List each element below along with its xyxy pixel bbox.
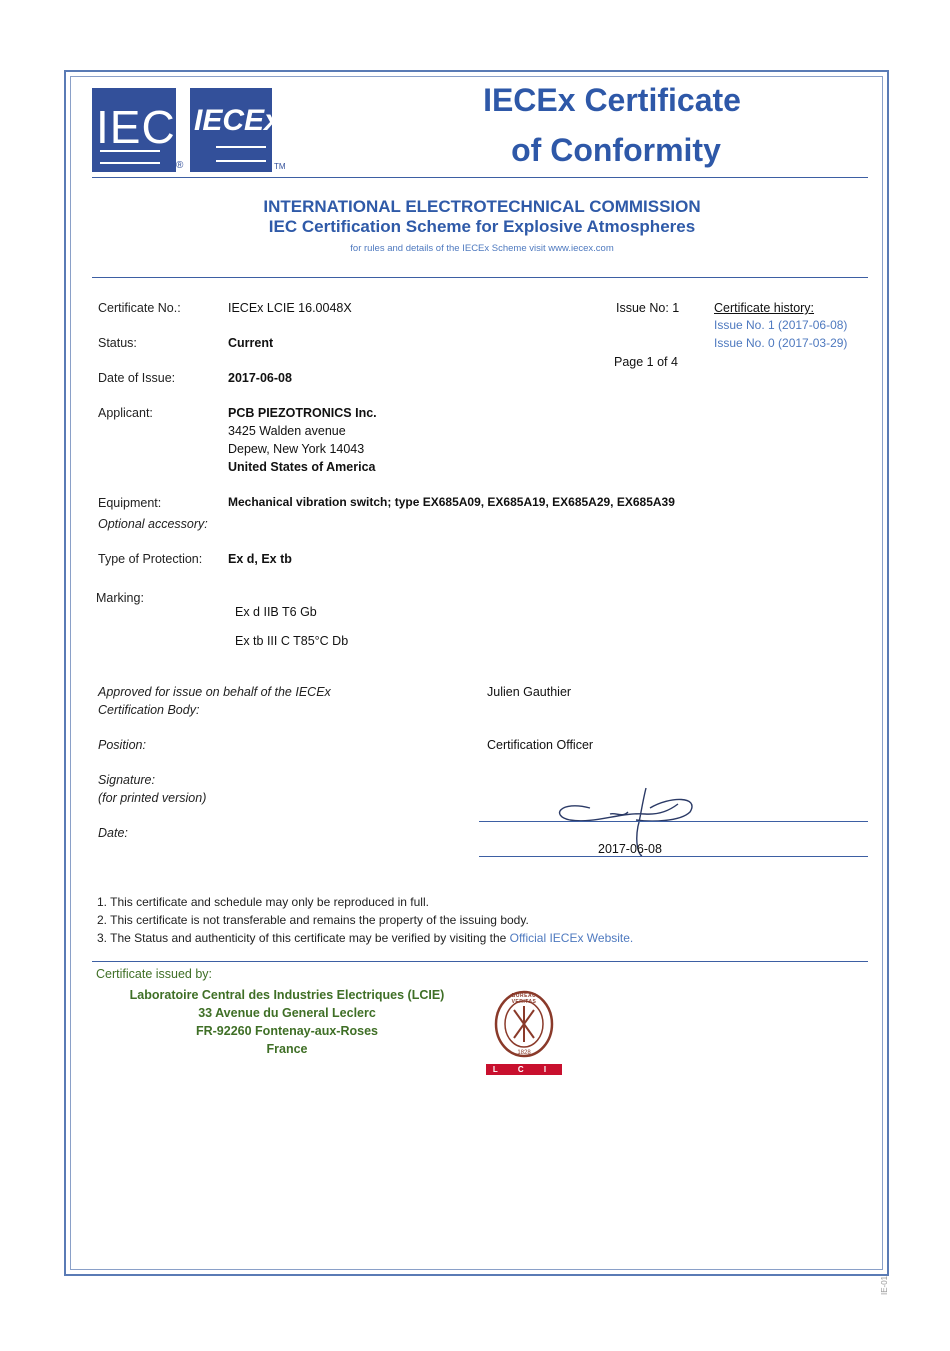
optional-accessory-label: Optional accessory:	[98, 517, 208, 531]
issuer-city: FR-92260 Fontenay-aux-Roses	[195, 1024, 378, 1038]
position-value: Certification Officer	[487, 738, 594, 752]
marking-line-1: Ex d IIB T6 Gb	[235, 605, 317, 619]
signature-sublabel: (for printed version)	[98, 791, 207, 805]
cert-no-label: Certificate No.:	[98, 301, 181, 315]
title-line-1: IECEx Certificate	[483, 82, 741, 118]
lcie-bar: L C I E	[486, 1064, 562, 1075]
approver-name: Julien Gauthier	[487, 685, 572, 699]
equipment-value: Mechanical vibration switch; type EX685A09, EX685A19, EX685A29, EX685A39	[228, 495, 675, 509]
date-value: 2017-06-08	[598, 842, 662, 856]
date-line	[479, 856, 868, 857]
iecex-logo-text: IECEx	[194, 104, 281, 137]
org-rule	[92, 277, 868, 278]
approved-label-line-1: Approved for issue on behalf of the IECEx	[98, 685, 331, 699]
trademark-mark: TM	[274, 162, 286, 171]
title-line-2: of Conformity	[511, 132, 721, 168]
iec-logo-text: IEC	[96, 101, 176, 153]
applicant-city: Depew, New York 14043	[228, 442, 365, 456]
iecex-logo-stripes	[216, 146, 266, 162]
signature-label: Signature:	[98, 773, 155, 787]
seal-text: BUREAU VERITAS	[511, 993, 537, 1005]
page-indicator: Page 1 of 4	[614, 355, 678, 369]
note-1: 1. This certificate and schedule may only be reproduced in full.	[97, 895, 429, 909]
history-issue-0[interactable]: Issue No. 0 (2017-03-29)	[714, 336, 848, 350]
marking-line-2: Ex tb III C T85°C Db	[235, 634, 349, 648]
rules-text: for rules and details of the IECEx Scheme visit www.iecex.com	[350, 243, 614, 254]
registered-mark: ®	[176, 160, 184, 171]
org-name: INTERNATIONAL ELECTROTECHNICAL COMMISSION	[263, 197, 701, 216]
issuer-country: France	[266, 1042, 308, 1056]
date-issue-value: 2017-06-08	[228, 371, 292, 385]
protection-label: Type of Protection:	[98, 552, 203, 566]
history-issue-1[interactable]: Issue No. 1 (2017-06-08)	[714, 318, 848, 332]
date-issue-label: Date of Issue:	[98, 371, 176, 385]
applicant-name: PCB PIEZOTRONICS Inc.	[228, 406, 377, 420]
history-label: Certificate history:	[714, 301, 815, 315]
cert-no-value: IECEx LCIE 16.0048X	[228, 301, 352, 315]
protection-value: Ex d, Ex tb	[228, 552, 292, 566]
applicant-country: United States of America	[228, 460, 376, 474]
marking-label: Marking:	[96, 591, 144, 605]
status-value: Current	[228, 336, 274, 350]
note-3	[97, 931, 633, 945]
notes-rule	[92, 961, 868, 962]
issue-no: Issue No: 1	[616, 301, 680, 315]
header-rule	[92, 177, 868, 178]
note-3-text: 3. The Status and authenticity of this certificate may be verified by visiting the	[97, 931, 507, 945]
status-label: Status:	[98, 336, 137, 350]
position-label: Position:	[98, 738, 146, 752]
inner-frame	[70, 76, 883, 1270]
official-website-link[interactable]: Official IECEx Website.	[509, 931, 634, 945]
form-code: IE-01	[880, 1275, 889, 1295]
signature-line	[479, 821, 868, 822]
seal-year: 1828	[517, 1050, 531, 1056]
applicant-street: 3425 Walden avenue	[228, 424, 346, 438]
note-2: 2. This certificate is not transferable and remains the property of the issuing body.	[97, 913, 529, 927]
approved-label-line-2: Certification Body:	[98, 703, 200, 717]
issuer-name: Laboratoire Central des Industries Electriques (LCIE)	[129, 988, 445, 1002]
scheme-name: IEC Certification Scheme for Explosive Atmospheres	[268, 217, 696, 236]
issuer-street: 33 Avenue du General Leclerc	[198, 1006, 376, 1020]
applicant-label: Applicant:	[98, 406, 153, 420]
issued-by-label: Certificate issued by:	[96, 967, 213, 981]
equipment-label: Equipment:	[98, 496, 162, 510]
iec-logo	[92, 88, 176, 172]
date-label: Date:	[98, 826, 128, 840]
iec-logo-stripes	[100, 150, 160, 164]
